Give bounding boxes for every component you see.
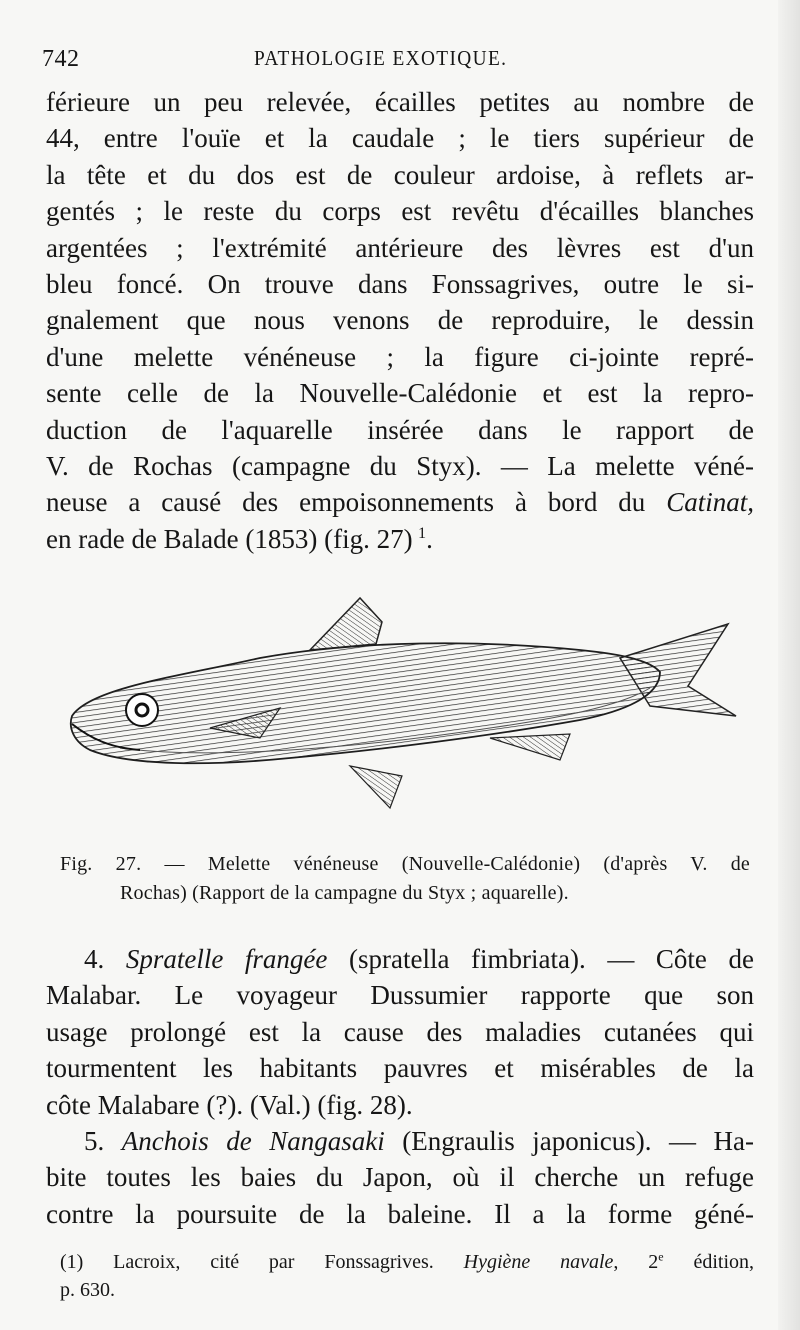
running-title: PATHOLOGIE EXOTIQUE. [254, 46, 508, 70]
species-entries [46, 942, 754, 1233]
figure-caption [60, 850, 750, 908]
text-line: usage prolongé est la cause des maladies cutanées qui [46, 1016, 754, 1047]
book-title-italic: Hygiène navale [463, 1251, 614, 1273]
ship-name-italic: Catinat, [666, 487, 754, 518]
text-line: gentés ; le reste du corps est revêtu d'écailles blanches [46, 196, 754, 227]
caption-line: Rochas) (Rapport de la campagne du Styx ; aquarelle). [120, 882, 569, 904]
text-line: d'une melette vénéneuse ; la figure ci-jointe repré- [46, 341, 754, 372]
entry-4-line [46, 942, 754, 978]
fish-illustration [60, 588, 750, 826]
text-line: la tête et du dos est de couleur ardoise, à reflets ar- [46, 159, 754, 190]
text-line: 44, entre l'ouïe et la caudale ; le tiers supérieur de [46, 123, 754, 154]
text-line: gnalement que nous venons de reproduire, le dessin [46, 305, 754, 336]
caption-line: Fig. 27. — Melette vénéneuse (Nouvelle-Calédonie) (d'après V. de [60, 853, 750, 875]
text-run: (Engraulis japonicus). — Ha- [384, 1125, 754, 1156]
melette-fish-engraving [60, 588, 750, 826]
species-name-italic: Spratelle frangée [125, 944, 328, 974]
text-run: , 2 [613, 1251, 659, 1273]
entry-number: 5. [84, 1125, 122, 1156]
text-line: contre la poursuite de la baleine. Il a la forme géné- [46, 1198, 754, 1229]
text-run: (1) Lacroix, cité par Fonssagrives. [60, 1251, 464, 1273]
ordinal-superscript: e [658, 1249, 664, 1264]
footnote-marker: 1 [418, 523, 427, 542]
page-gutter-shadow [778, 0, 800, 1330]
text-line: V. de Rochas (campagne du Styx). — La melette véné- [46, 450, 754, 481]
text-line: férieure un peu relevée, écailles petites au nombre de [46, 87, 754, 117]
entry-number: 4. [84, 944, 126, 974]
text-line: sente celle de la Nouvelle-Calédonie et est la repro- [46, 378, 754, 409]
text-run: en rade de Balade (1853) (fig. 27) [46, 523, 413, 554]
text-line: duction de l'aquarelle insérée dans le rapport de [46, 414, 754, 445]
text-line [46, 484, 754, 520]
species-name-italic: Anchois de Nangasaki [121, 1125, 385, 1156]
text-line: côte Malabare (?). (Val.) (fig. 28). [46, 1089, 413, 1120]
body-paragraph [46, 84, 754, 557]
text-line [46, 521, 754, 557]
entry-5-line [46, 1124, 754, 1160]
running-head [42, 42, 754, 76]
text-line: tourmentent les habitants pauvres et misérables de la [46, 1053, 754, 1084]
text-run: neuse a causé des empoisonnements à bord du [46, 487, 667, 518]
footnote [60, 1248, 754, 1304]
text-line: argentées ; l'extrémité antérieure des lèvres est d'un [46, 232, 754, 263]
text-line: bite toutes les baies du Japon, où il cherche un refuge [46, 1162, 754, 1193]
text-line: bleu foncé. On trouve dans Fonssagrives, outre le si- [46, 268, 754, 299]
text-line: Malabar. Le voyageur Dussumier rapporte que son [46, 980, 754, 1011]
text-run: . [426, 523, 433, 554]
footnote-line: p. 630. [60, 1279, 115, 1301]
page-number: 742 [42, 46, 80, 72]
text-run: (spratella fimbriata). — Côte de [327, 944, 754, 974]
text-run: édition, [663, 1251, 755, 1273]
footnote-line [60, 1248, 754, 1276]
